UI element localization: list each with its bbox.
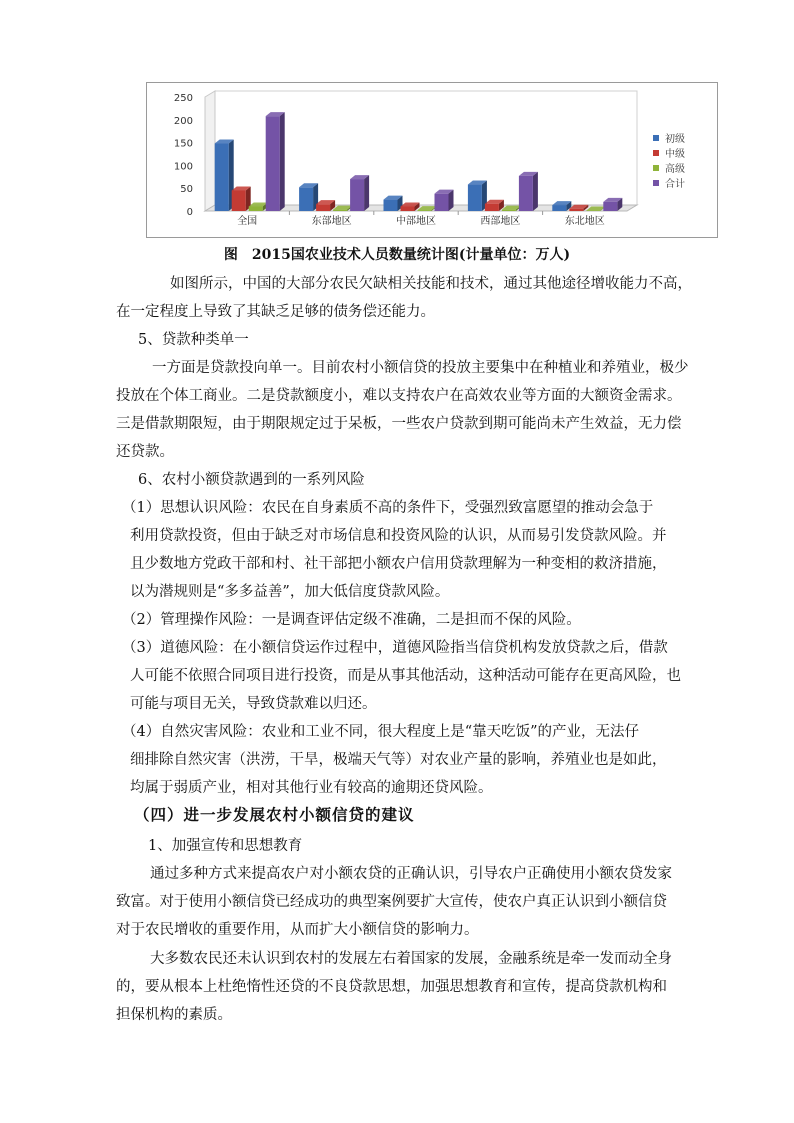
paragraph-line: 人可能不依照合同项目进行投资，而是从事其他活动，这种活动可能存在更高风险，也	[130, 668, 681, 684]
paragraph-line: （4）自然灾害风险：农业和工业不同，很大程度上是“靠天吃饭”的产业，无法仔	[122, 724, 640, 740]
bar	[468, 185, 482, 211]
category-label: 东北地区	[564, 216, 605, 227]
bar	[384, 200, 398, 211]
bar	[552, 205, 566, 211]
legend-swatch	[653, 135, 659, 141]
bar	[485, 204, 499, 211]
bar-chart	[146, 82, 718, 238]
paragraph-line: 担保机构的素质。	[116, 1007, 232, 1023]
bar	[435, 194, 449, 211]
paragraph-line: 致富。对于使用小额信贷已经成功的典型案例要扩大宣传，使农户真正认识到小额信贷	[116, 894, 667, 910]
bar	[333, 210, 347, 211]
paragraph-line: 一方面是贷款投向单一。目前农村小额信贷的投放主要集中在种植业和养殖业，极少	[152, 360, 689, 376]
legend-label: 中级	[665, 149, 685, 160]
bar	[215, 144, 229, 211]
chart-side-wall	[205, 91, 215, 211]
paragraph-line: 细排除自然灾害（洪涝，干旱，极端天气等）对农业产量的影响，养殖业也是如此，	[130, 752, 667, 768]
bar-side	[280, 112, 285, 211]
bar	[350, 179, 364, 211]
section-heading-5: 5、贷款种类单一	[138, 332, 249, 348]
bar	[502, 210, 516, 211]
legend-swatch	[653, 165, 659, 171]
bar-side	[533, 172, 538, 211]
bar	[266, 116, 280, 211]
subsection-heading: 1、加强宣传和思想教育	[148, 838, 303, 854]
paragraph-line: 在一定程度上导致了其缺乏足够的债务偿还能力。	[116, 304, 435, 320]
bar	[316, 204, 330, 211]
paragraph-line: 对于农民增收的重要作用，从而扩大小额信贷的影响力。	[116, 922, 479, 938]
paragraph-line: 的，要从根本上杜绝惰性还贷的不良贷款思想，加强思想教育和宣传，提高贷款机构和	[116, 979, 667, 995]
bar	[603, 202, 617, 211]
figure-caption: 图 2015国农业技术人员数量统计图(计量单位：万人)	[223, 247, 571, 263]
legend-swatch	[653, 180, 659, 186]
category-label: 全国	[237, 216, 258, 227]
legend-label: 初级	[665, 134, 685, 145]
paragraph-line: 通过多种方式来提高农户对小额农贷的正确认识，引导农户正确使用小额农贷发家	[150, 866, 672, 882]
category-label: 东部地区	[311, 216, 352, 227]
bar	[418, 210, 432, 211]
y-tick-label: 100	[173, 161, 193, 173]
bar	[299, 187, 313, 211]
bar	[519, 176, 533, 211]
paragraph-line: 三是借款期限短，由于期限规定过于呆板，一些农户贷款到期可能尚未产生效益，无力偿	[116, 416, 682, 432]
paragraph-line: （1）思想认识风险：农民在自身素质不高的条件下，受强烈致富愿望的推动会急于	[122, 500, 654, 516]
paragraph-line: 可能与项目无关，导致贷款难以归还。	[130, 696, 377, 712]
paragraph-line: （3）道德风险：在小额信贷运作过程中，道德风险指当信贷机构发放贷款之后，借款	[122, 640, 668, 656]
bar-side	[364, 175, 369, 211]
legend-label: 合计	[665, 179, 685, 190]
section-heading-4: （四）进一步发展农村小额信贷的建议	[134, 805, 415, 824]
bar	[249, 206, 263, 211]
paragraph-line: 投放在个体工商业。二是贷款额度小，难以支持农户在高效农业等方面的大额资金需求。	[116, 388, 682, 404]
bar	[569, 209, 583, 211]
bar	[401, 206, 415, 211]
paragraph-line: 利用贷款投资，但由于缺乏对市场信息和投资风险的认识，从而易引发贷款风险。并	[130, 528, 667, 544]
legend-label: 高级	[665, 164, 685, 175]
paragraph-line: 以为潜规则是“多多益善”，加大低信度贷款风险。	[130, 584, 450, 600]
paragraph-line: 且少数地方党政干部和村、社干部把小额农户信用贷款理解为一种变相的救济措施，	[130, 556, 667, 572]
legend-swatch	[653, 150, 659, 156]
y-tick-label: 250	[173, 93, 193, 104]
y-tick-label: 50	[180, 184, 193, 196]
y-tick-label: 200	[173, 115, 193, 127]
y-tick-label: 0	[186, 207, 193, 218]
paragraph-line: 还贷款。	[116, 444, 174, 460]
paragraph-line: 均属于弱质产业，相对其他行业有较高的逾期还贷风险。	[130, 780, 493, 796]
chart-svg	[147, 83, 717, 237]
paragraph-line: 大多数农民还未认识到农村的发展左右着国家的发展，金融系统是牵一发而动全身	[150, 951, 672, 967]
y-tick-label: 150	[173, 138, 193, 150]
paragraph-line: 如图所示，中国的大部分农民欠缺相关技能和技术，通过其他途径增收能力不高，	[170, 276, 692, 292]
section-heading-6: 6、农村小额贷款遇到的一系列风险	[138, 472, 365, 488]
category-label: 西部地区	[480, 216, 521, 227]
category-label: 中部地区	[396, 216, 436, 227]
bar	[232, 190, 246, 211]
paragraph-line: （2）管理操作风险：一是调查评估定级不准确，二是担而不保的风险。	[122, 612, 581, 628]
